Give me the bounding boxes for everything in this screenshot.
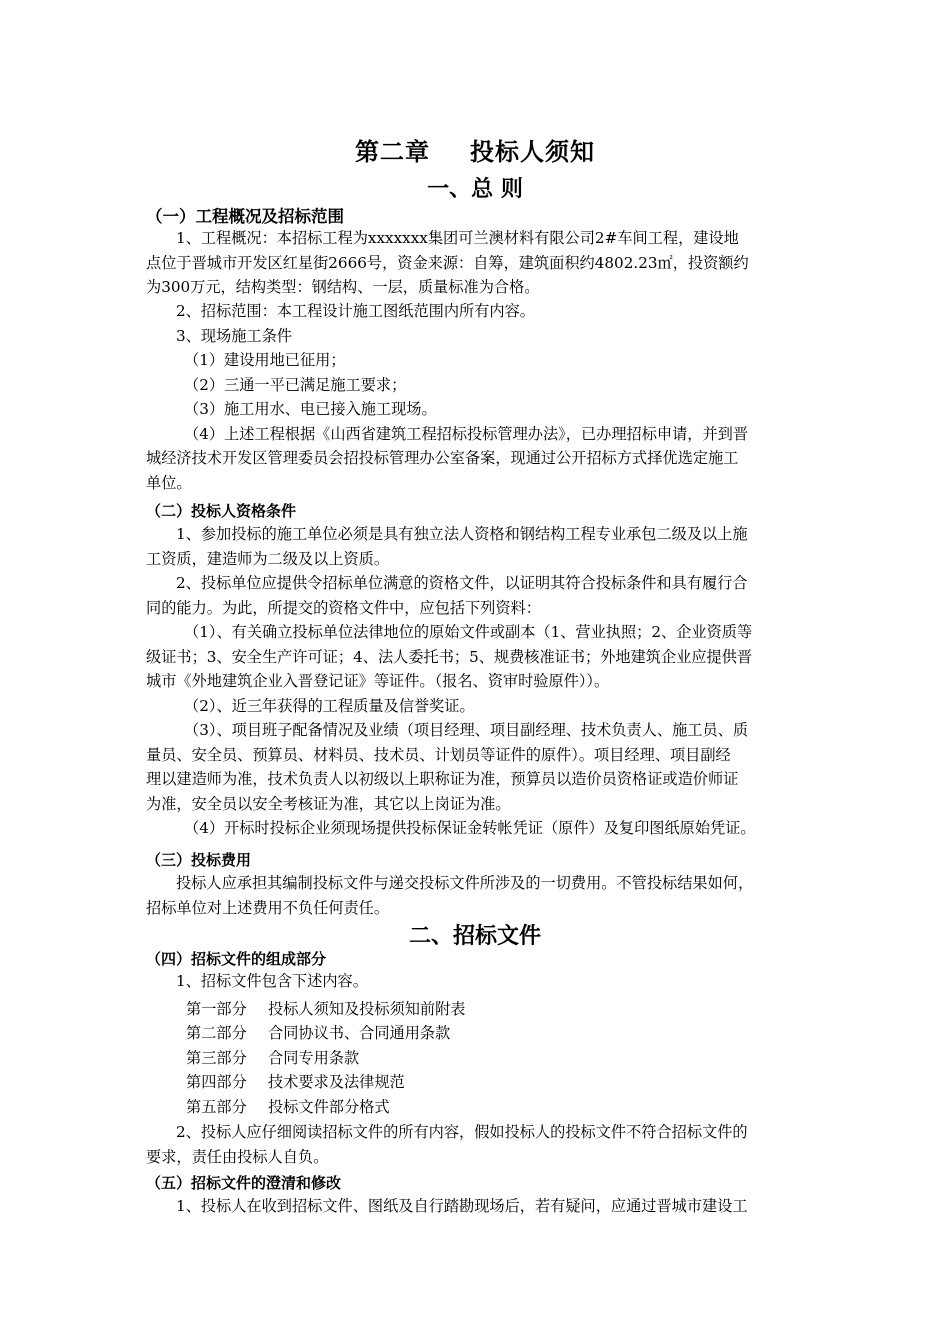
section-heading-tender-documents: 二、招标文件 <box>408 924 541 949</box>
part-label: 第一部分 <box>186 1000 247 1018</box>
list-item <box>186 1071 405 1092</box>
paragraph-document-contents <box>146 969 814 994</box>
subheading-bid-cost: （三）投标费用 <box>146 851 252 869</box>
subheading-document-composition: （四）招标文件的组成部分 <box>146 950 327 968</box>
text-line: 工资质，建造师为二级及以上资质。 <box>146 549 389 568</box>
paragraph-read-carefully <box>146 1120 814 1169</box>
text-line: （4）开标时投标企业须现场提供投标保证金转帐凭证（原件）及复印图纸原始凭证。 <box>184 819 756 837</box>
text-line: 1、工程概况：本招标工程为xxxxxxx集团可兰澳材料有限公司2#车间工程，建设地 <box>176 229 739 247</box>
paragraph-clarification <box>146 1194 814 1219</box>
list-item <box>186 998 465 1019</box>
list-item <box>186 1047 359 1068</box>
text-line: （3）施工用水、电已接入施工现场。 <box>184 400 437 418</box>
paragraph-project-overview <box>146 226 814 300</box>
text-line: 1、投标人在收到招标文件、图纸及自行踏勘现场后，若有疑问，应通过晋城市建设工 <box>176 1197 748 1215</box>
list-item <box>186 1022 450 1043</box>
text-line: 2、投标单位应提供令招标单位满意的资格文件，以证明其符合投标条件和具有履行合 <box>176 574 748 592</box>
text-line: 点位于晋城市开发区红星街2666号，资金来源：自筹，建筑面积约4802.23㎡，投资额约 <box>146 253 749 272</box>
text-line: （1）建设用地已征用； <box>184 351 346 369</box>
section-heading-general: 一、总 则 <box>427 177 523 202</box>
text-line: 同的能力。为此，所提交的资格文件中，应包括下列资料： <box>146 598 541 617</box>
part-name: 投标人须知及投标须知前附表 <box>268 1000 466 1018</box>
part-label: 第五部分 <box>186 1098 247 1116</box>
part-name: 投标文件部分格式 <box>268 1098 390 1116</box>
text-line: 量员、安全员、预算员、材料员、技术员、计划员等证件的原件）。项目经理、项目副经 <box>146 745 731 764</box>
paragraph-bid-cost <box>146 871 814 920</box>
subheading-project-overview: （一）工程概况及招标范围 <box>146 207 344 226</box>
text-line: 级证书；3、安全生产许可证；4、法人委托书；5、规费核准证书；外地建筑企业应提供晋 <box>146 647 753 666</box>
chapter-name: 投标人须知 <box>470 138 595 166</box>
text-line: 城市《外地建筑企业入晋登记证》等证件。（报名、资审时验原件））。 <box>146 672 610 690</box>
text-line: 1、参加投标的施工单位必须是具有独立法人资格和钢结构工程专业承包二级及以上施 <box>176 525 748 543</box>
text-line: （3）、项目班子配备情况及业绩（项目经理、项目副经理、技术负责人、施工员、质 <box>184 721 749 739</box>
paragraph-qualification <box>146 522 814 841</box>
text-line: （4）上述工程根据《山西省建筑工程招标投标管理办法》，已办理招标申请，并到晋 <box>184 424 749 443</box>
text-line: 2、招标范围：本工程设计施工图纸范围内所有内容。 <box>176 302 535 320</box>
text-line: 投标人应承担其编制投标文件与递交投标文件所涉及的一切费用。不管投标结果如何， <box>176 874 754 892</box>
text-line: 为300万元，结构类型：钢结构、一层，质量标准为合格。 <box>146 278 540 296</box>
part-name: 合同协议书、合同通用条款 <box>268 1024 451 1042</box>
text-line: （2）、近三年获得的工程质量及信誉奖证。 <box>184 696 475 715</box>
text-line: 为准，安全员以安全考核证为准，其它以上岗证为准。 <box>146 794 511 813</box>
part-label: 第二部分 <box>186 1024 247 1042</box>
text-line: 2、投标人应仔细阅读招标文件的所有内容，假如投标人的投标文件不符合招标文件的 <box>176 1123 748 1141</box>
text-line: 要求，责任由投标人自负。 <box>146 1147 329 1166</box>
part-label: 第三部分 <box>186 1049 247 1067</box>
subheading-clarification: （五）招标文件的澄清和修改 <box>146 1174 342 1192</box>
text-line: 城经济技术开发区管理委员会招投标管理办公室备案，现通过公开招标方式择优选定施工 <box>146 449 739 467</box>
part-label: 第四部分 <box>186 1073 247 1091</box>
text-line: 3、现场施工条件 <box>176 326 292 345</box>
subheading-bidder-qualification: （二）投标人资格条件 <box>146 502 297 520</box>
text-line: 1、招标文件包含下述内容。 <box>176 972 368 990</box>
part-name: 技术要求及法律规范 <box>268 1073 405 1091</box>
list-item <box>186 1096 390 1117</box>
text-line: 招标单位对上述费用不负任何责任。 <box>146 898 389 917</box>
text-line: （1）、有关确立投标单位法律地位的原始文件或副本（1、营业执照；2、企业资质等 <box>184 623 753 641</box>
text-line: 理以建造师为准，技术负责人以初级以上职称证为准，预算员以造价员资格证或造价师证 <box>146 770 739 788</box>
chapter-title <box>0 132 950 167</box>
text-line: （2）三通一平已满足施工要求； <box>184 375 407 394</box>
chapter-label: 第二章 <box>355 138 430 166</box>
part-name: 合同专用条款 <box>268 1049 360 1067</box>
text-line: 单位。 <box>146 473 192 492</box>
paragraph-scope <box>146 299 814 495</box>
